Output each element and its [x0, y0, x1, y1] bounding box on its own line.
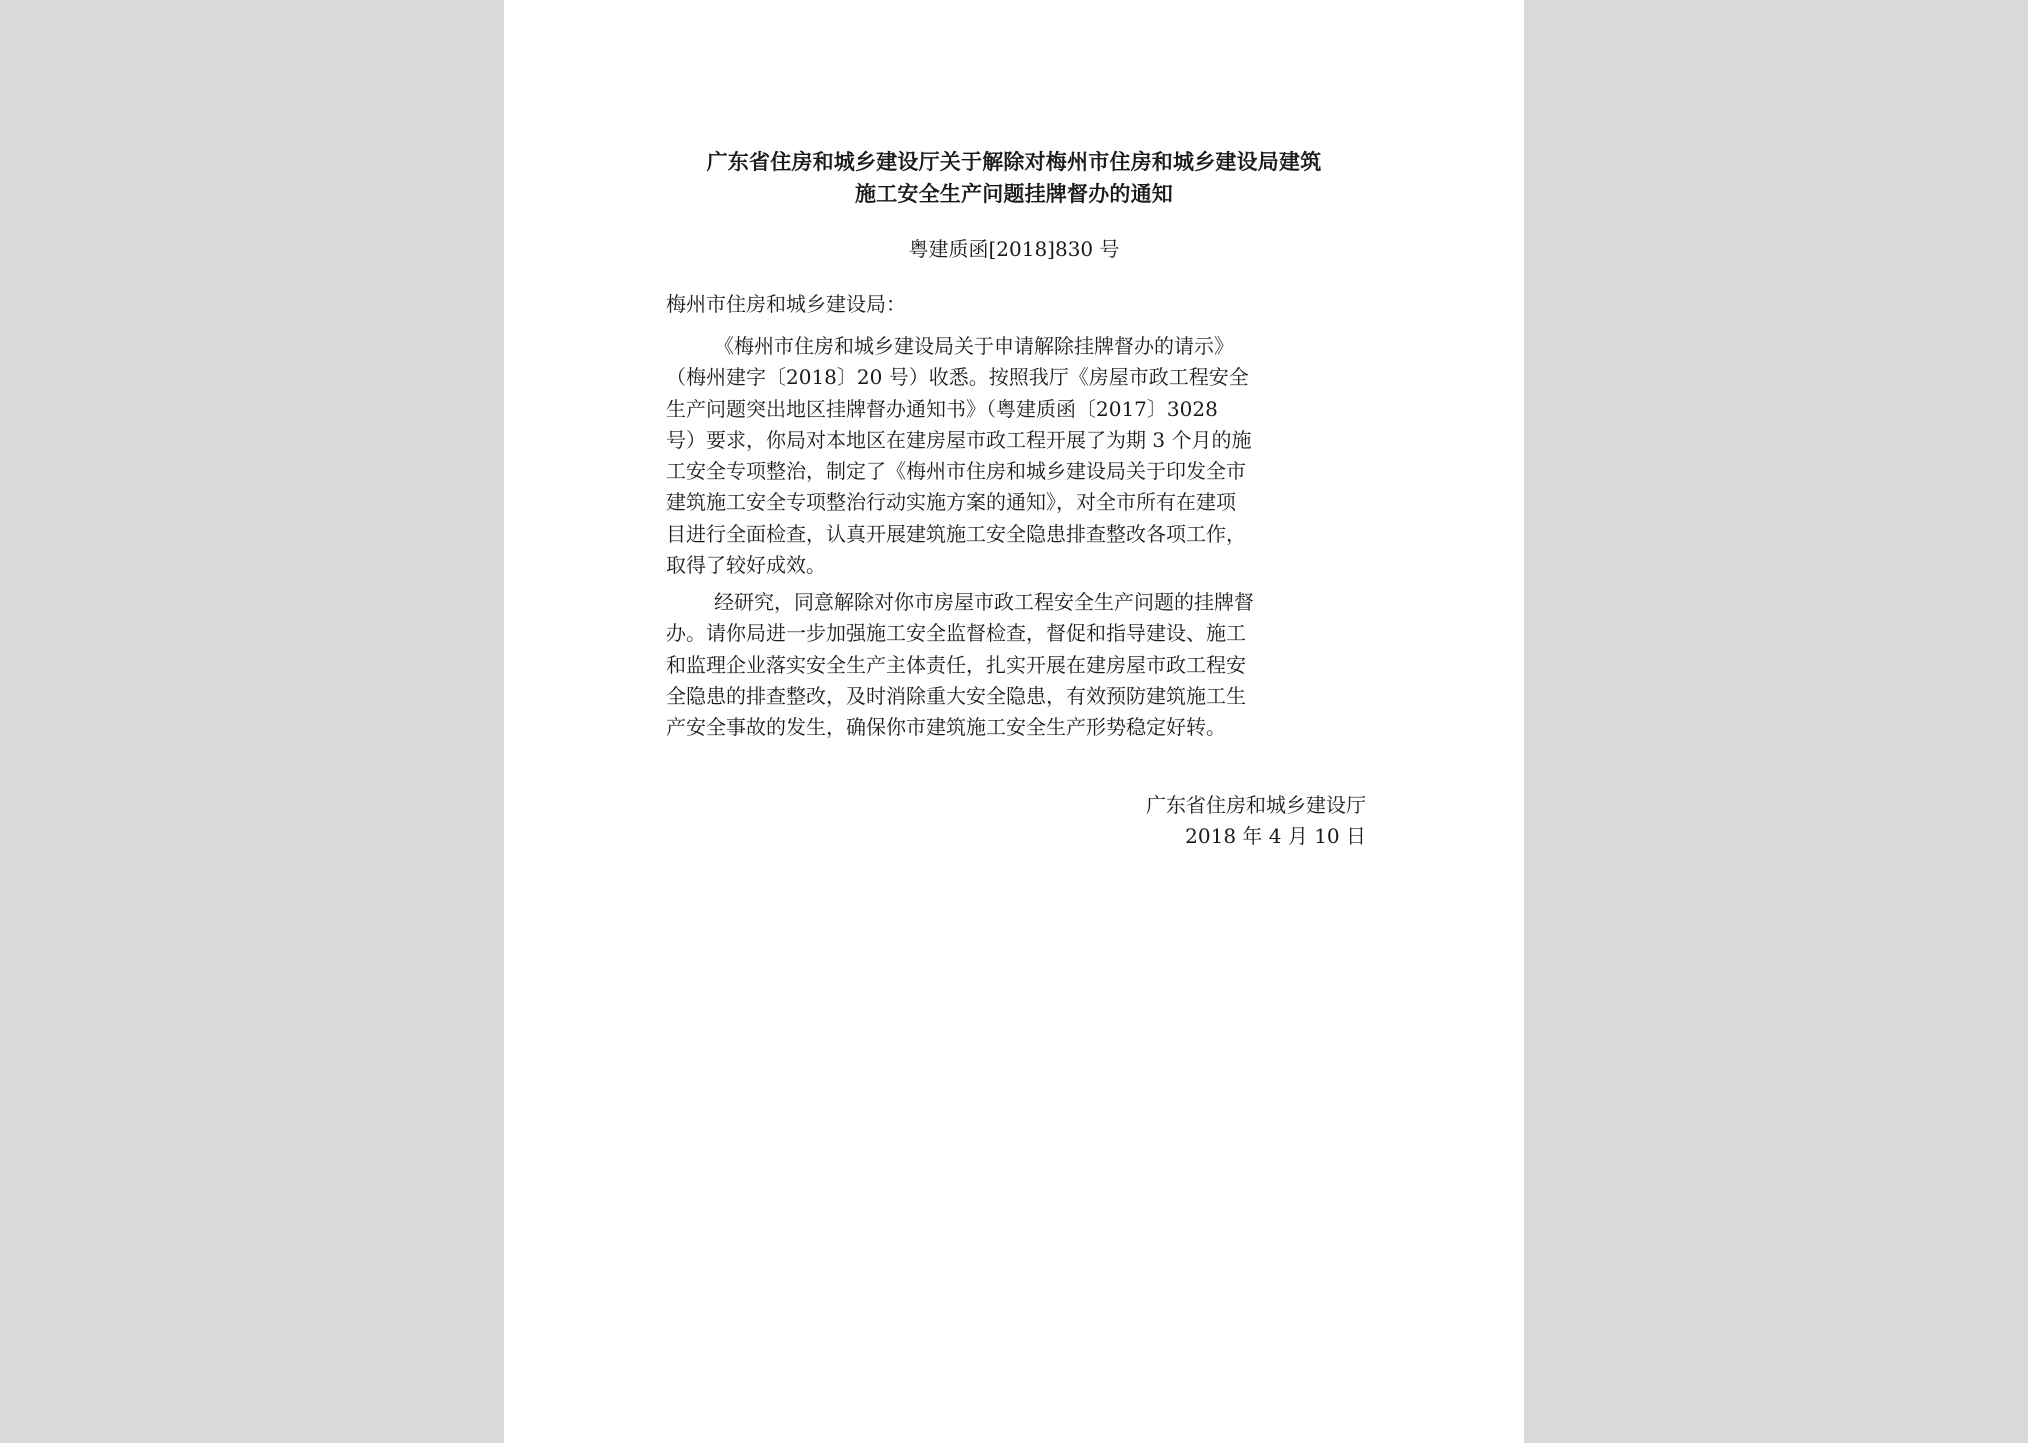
paragraph-line: 全隐患的排查整改，及时消除重大安全隐患，有效预防建筑施工生	[666, 683, 1246, 708]
document-number: 粤建质函[2018]830 号	[908, 237, 1120, 261]
paragraph-line: 号）要求，你局对本地区在建房屋市政工程开展了为期 3 个月的施	[666, 427, 1252, 452]
signature-organization: 广东省住房和城乡建设厅	[1146, 793, 1366, 817]
paragraph-line: 建筑施工安全专项整治行动实施方案的通知》，对全市所有在建项	[666, 490, 1236, 515]
body-paragraph-2	[666, 587, 1366, 743]
paragraph-line: 经研究，同意解除对你市房屋市政工程安全生产问题的挂牌督	[714, 590, 1254, 614]
signature-date: 2018 年 4 月 10 日	[1185, 824, 1366, 848]
paragraph-line: （梅州建字〔2018〕20 号）收悉。按照我厅《房屋市政工程安全	[666, 365, 1249, 390]
paragraph-line: 办。请你局进一步加强施工安全监督检查，督促和指导建设、施工	[666, 621, 1246, 646]
paragraph-line: 目进行全面检查，认真开展建筑施工安全隐患排查整改各项工作，	[666, 521, 1246, 546]
document-page	[504, 0, 1524, 1443]
title-line: 施工安全生产问题挂牌督办的通知	[855, 182, 1173, 206]
paragraph-line: 和监理企业落实安全生产主体责任，扎实开展在建房屋市政工程安	[666, 652, 1246, 677]
paragraph-line: 工安全专项整治，制定了《梅州市住房和城乡建设局关于印发全市	[666, 459, 1246, 484]
title-line: 广东省住房和城乡建设厅关于解除对梅州市住房和城乡建设局建筑	[706, 150, 1322, 174]
paragraph-line: 生产问题突出地区挂牌督办通知书》（粤建质函〔2017〕3028	[666, 396, 1218, 421]
paragraph-line: 《梅州市住房和城乡建设局关于申请解除挂牌督办的请示》	[714, 334, 1234, 358]
paragraph-line: 取得了较好成效。	[666, 553, 826, 578]
body-paragraph-1	[666, 331, 1366, 581]
signature-block	[1146, 790, 1366, 852]
document-title	[664, 146, 1364, 210]
addressee: 梅州市住房和城乡建设局：	[666, 292, 906, 316]
paragraph-line: 产安全事故的发生，确保你市建筑施工安全生产形势稳定好转。	[666, 715, 1226, 740]
